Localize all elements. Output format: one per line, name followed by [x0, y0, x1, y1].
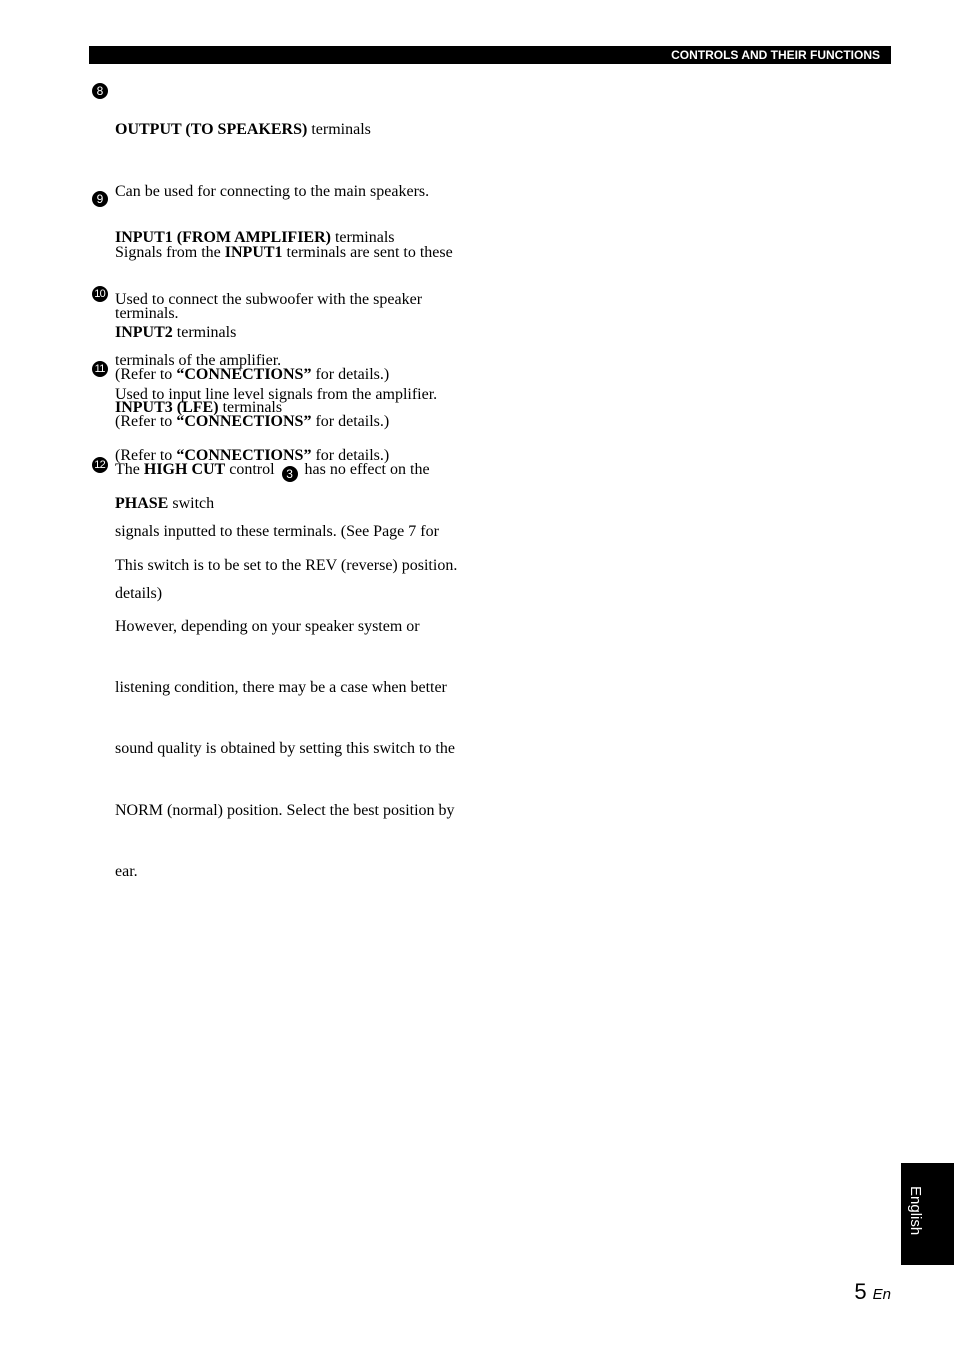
body-line	[115, 617, 457, 637]
body-text: for details.)	[311, 446, 390, 464]
item-title-suffix: terminals	[218, 398, 283, 416]
item-title-term: INPUT1 (FROM AMPLIFIER)	[115, 228, 331, 246]
body-text: listening condition, there may be a case when better	[115, 679, 447, 697]
body-line	[115, 801, 457, 821]
item-title-suffix: terminals	[172, 323, 237, 341]
body-line	[115, 739, 457, 759]
item-text	[115, 453, 457, 923]
item-title-term: OUTPUT (TO SPEAKERS)	[115, 120, 308, 138]
body-text: The	[115, 460, 144, 478]
body-line	[115, 556, 457, 576]
body-text: This switch is to be set to the REV (reverse) position.	[115, 556, 458, 574]
body-text: (Refer to	[115, 413, 177, 431]
body-text: for details.)	[311, 366, 390, 384]
body-text: Can be used for connecting to the main speakers.	[115, 182, 430, 200]
body-text: control	[225, 460, 279, 478]
body-text: However, depending on your speaker system or	[115, 617, 420, 635]
bold-term: “CONNECTIONS”	[176, 366, 312, 384]
callout-number-8-icon: 8	[92, 83, 108, 99]
callout-number-11-icon: 11	[92, 361, 108, 377]
page-number	[854, 1279, 891, 1308]
item-title	[115, 228, 422, 248]
body-text: terminals.	[115, 305, 179, 323]
callout-number-9-icon: 9	[92, 191, 108, 207]
bold-term: “CONNECTIONS”	[176, 446, 312, 464]
section-header-bar	[89, 46, 891, 64]
item-phase-switch	[92, 453, 492, 880]
body-text: (Refer to	[115, 366, 177, 384]
item-title-term: PHASE	[115, 494, 169, 512]
callout-number-3-icon: 3	[282, 466, 298, 482]
body-text: (Refer to	[115, 446, 177, 464]
body-text: details)	[115, 584, 163, 602]
item-title-suffix: terminals	[307, 120, 371, 138]
callout-number-10-icon: 10	[92, 286, 108, 302]
body-text: for details.)	[311, 413, 390, 431]
body-text: terminals of the amplifier.	[115, 351, 282, 369]
body-line	[115, 862, 457, 882]
item-title-suffix: switch	[168, 494, 215, 512]
body-text: Used to connect the subwoofer with the speaker	[115, 290, 423, 308]
body-text: Signals from the	[115, 243, 225, 261]
item-title-term: INPUT2	[115, 323, 173, 341]
page-number-digit: 5	[854, 1279, 867, 1304]
item-title-term: INPUT3 (LFE)	[115, 398, 219, 416]
item-title	[115, 323, 437, 343]
item-title	[115, 120, 453, 140]
body-text: terminals are sent to these	[282, 243, 453, 261]
body-text: signals inputted to these terminals. (See Page 7 for	[115, 523, 439, 541]
bold-term: HIGH CUT	[143, 460, 226, 478]
body-text: ear.	[115, 862, 138, 880]
item-title-suffix: terminals	[330, 228, 395, 246]
item-title	[115, 398, 439, 418]
bold-term: INPUT1	[224, 243, 283, 261]
body-text: NORM (normal) position. Select the best position by	[115, 801, 455, 819]
body-text: sound quality is obtained by setting this switch to the	[115, 740, 455, 758]
body-line	[115, 678, 457, 698]
language-label: English	[907, 1186, 924, 1236]
language-side-tab	[901, 1163, 954, 1265]
bold-term: “CONNECTIONS”	[176, 413, 312, 431]
body-text: has no effect on the	[300, 460, 430, 478]
item-title	[115, 494, 457, 514]
body-text: Used to input line level signals from the amplifier.	[115, 385, 438, 403]
page-language-suffix: En	[872, 1286, 891, 1303]
section-title: CONTROLS AND THEIR FUNCTIONS	[671, 48, 880, 62]
callout-number-12-icon: 12	[92, 457, 108, 473]
